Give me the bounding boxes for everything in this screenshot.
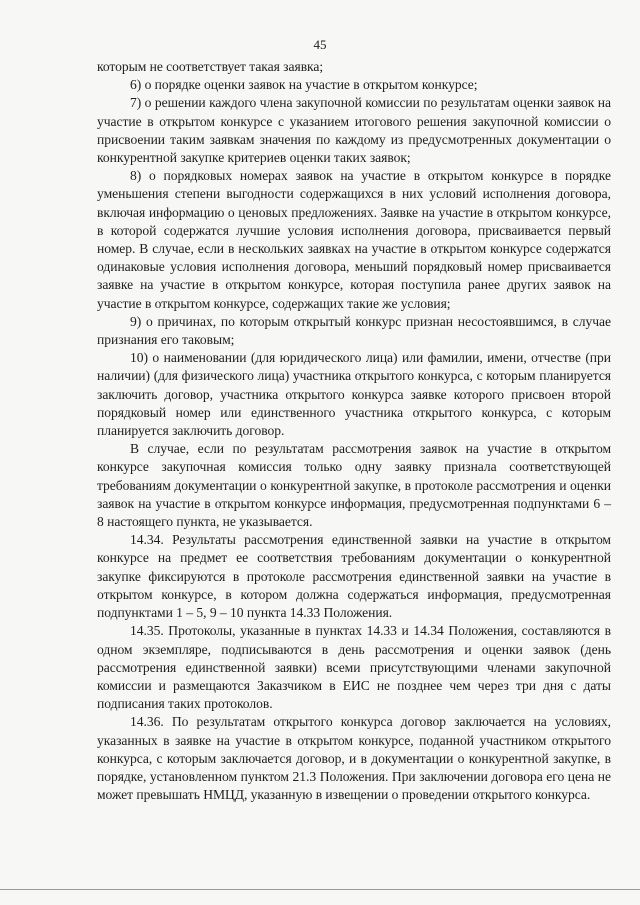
page-number: 45: [313, 37, 327, 52]
paragraph: 6) о порядке оценки заявок на участие в открытом конкурсе;: [130, 77, 478, 93]
paragraph: 9) о причинах, по которым открытый конкурс признан несостоявшимся, в случае признания его таковым;: [97, 313, 611, 348]
paragraph: 14.34. Результаты рассмотрения единственной заявки на участие в открытом конкурсе на предмет ее соответствия требованиям документации о конкурентной закупке фиксируются в протоколе рассмотрения единственной заявки на участие в открытом конкурсе, в котором должна содержаться информация, предусмотренная подпунктами 1 – 5, 9 – 10 пункта 14.33 Положения.: [97, 532, 611, 621]
paragraph: 10) о наименовании (для юридического лица) или фамилии, имени, отчестве (при наличии) (для физического лица) участника открытого конкурса, с которым планируется заключить договор, участника открытого конкурса заявке которого присвоен второй порядковый номер или единственного участника открытого конкурса, с которым планируется заключить договор.: [97, 350, 611, 439]
paragraph: 14.36. По результатам открытого конкурса договор заключается на условиях, указанных в заявке на участие в открытом конкурсе, поданной участником открытого конкурса, с которым заключается договор, и в документации о конкурентной закупке, в порядке, установленном пунктом 21.3 Положения. При заключении договора его цена не может превышать НМЦД, указанную в извещении о проведении открытого конкурса.: [97, 714, 611, 803]
page-bottom-rule: [0, 889, 640, 890]
paragraph: 7) о решении каждого члена закупочной комиссии по результатам оценки заявок на участие в открытом конкурсе с указанием итогового решения закупочной комиссии о присвоении таким заявкам значения по каждому из предусмотренных документации о конкурентной закупке критериев оценки таких заявок;: [97, 95, 611, 166]
paragraph: 14.35. Протоколы, указанные в пунктах 14.33 и 14.34 Положения, составляются в одном экземпляре, подписываются в день рассмотрения и оценки заявок (день рассмотрения единственной заявки) всеми присутствующими членами закупочной комиссии и размещаются Заказчиком в ЕИС не позднее чем через три дня с даты подписания таких протоколов.: [97, 623, 611, 712]
paragraph: В случае, если по результатам рассмотрения заявок на участие в открытом конкурсе закупочная комиссия только одну заявку признала соответствующей требованиям документации о конкурентной закупке, в протоколе рассмотрения и оценки заявок на участие в открытом конкурсе информация, предусмотренная подпунктами 6 – 8 настоящего пункта, не указывается.: [97, 441, 611, 530]
body-text: [97, 58, 611, 804]
paragraph: которым не соответствует такая заявка;: [97, 59, 324, 74]
paragraph: 8) о порядковых номерах заявок на участие в открытом конкурсе в порядке уменьшения степени выгодности содержащихся в них условий исполнения договора, включая информацию о ценовых предложениях. Заявке на участие в открытом конкурсе, в которой содержатся лучшие условия исполнения договора, присваивается первый номер. В случае, если в нескольких заявках на участие в открытом конкурсе содержатся одинаковые условия исполнения договора, меньший порядковый номер присваивается заявке на участие в открытом конкурсе, которая поступила ранее других заявок на участие в открытом конкурсе, содержащих такие же условия;: [97, 168, 611, 311]
